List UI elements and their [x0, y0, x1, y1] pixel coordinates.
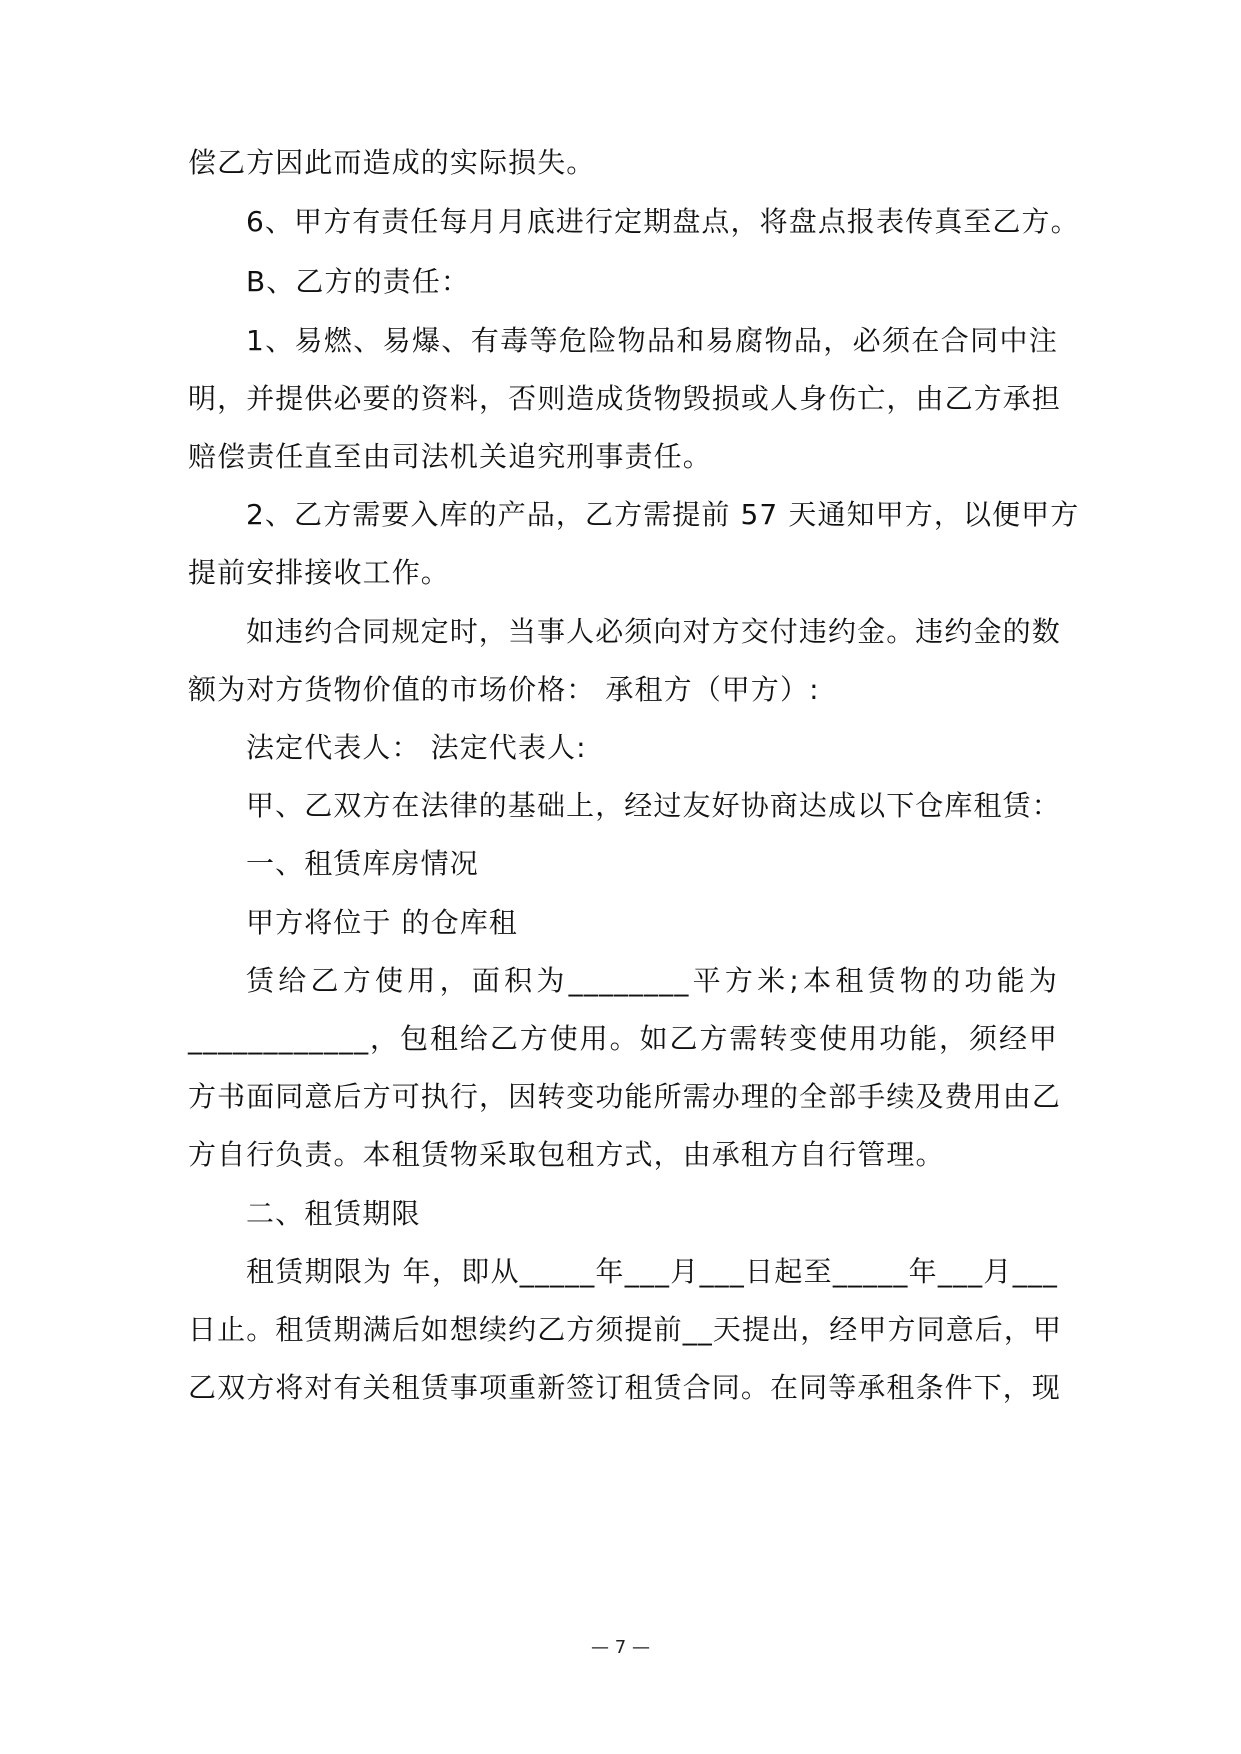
- paragraph-line: 6、甲方有责任每月月底进行定期盘点，将盘点报表传真至乙方。: [246, 205, 1080, 238]
- paragraph-line: 提前安排接收工作。: [188, 556, 450, 589]
- section-heading: B、乙方的责任：: [246, 265, 471, 298]
- section-heading: 一、租赁库房情况: [246, 847, 479, 880]
- paragraph-line: 方自行负责。本租赁物采取包租方式，由承租方自行管理。: [188, 1138, 945, 1171]
- paragraph-line: 方书面同意后方可执行，因转变功能所需办理的全部手续及费用由乙: [188, 1080, 1062, 1113]
- paragraph-line: 乙双方将对有关租赁事项重新签订租赁合同。在同等承租条件下，现: [188, 1371, 1062, 1404]
- paragraph-line: 1、易燃、易爆、有毒等危险物品和易腐物品，必须在合同中注: [246, 324, 1058, 357]
- paragraph-line: ____________，包租给乙方使用。如乙方需转变使用功能，须经甲: [188, 1022, 1058, 1055]
- paragraph-line: 租赁期限为 年，即从_____年___月___日起至_____年___月___: [246, 1255, 1058, 1288]
- paragraph-line: 日止。租赁期满后如想续约乙方须提前__天提出，经甲方同意后，甲: [188, 1313, 1063, 1346]
- page-number: — 7 —: [591, 1637, 650, 1658]
- paragraph-line: 甲、乙双方在法律的基础上，经过友好协商达成以下仓库租赁：: [246, 789, 1061, 822]
- paragraph-line: 2、乙方需要入库的产品，乙方需提前 57 天通知甲方，以便甲方: [246, 498, 1080, 531]
- paragraph-line: 赁给乙方使用，面积为________平方米;本租赁物的功能为: [246, 964, 1058, 997]
- paragraph-line: 明，并提供必要的资料，否则造成货物毁损或人身伤亡，由乙方承担: [188, 382, 1062, 415]
- paragraph-line: 偿乙方因此而造成的实际损失。: [188, 146, 596, 179]
- paragraph-line: 赔偿责任直至由司法机关追究刑事责任。: [188, 440, 712, 473]
- section-heading: 二、租赁期限: [246, 1197, 421, 1230]
- paragraph-line: 甲方将位于 的仓库租: [246, 906, 518, 939]
- paragraph-line: 额为对方货物价值的市场价格： 承租方（甲方）:: [188, 673, 820, 706]
- paragraph-line: 如违约合同规定时，当事人必须向对方交付违约金。违约金的数: [246, 615, 1061, 648]
- paragraph-line: 法定代表人： 法定代表人:: [246, 731, 587, 764]
